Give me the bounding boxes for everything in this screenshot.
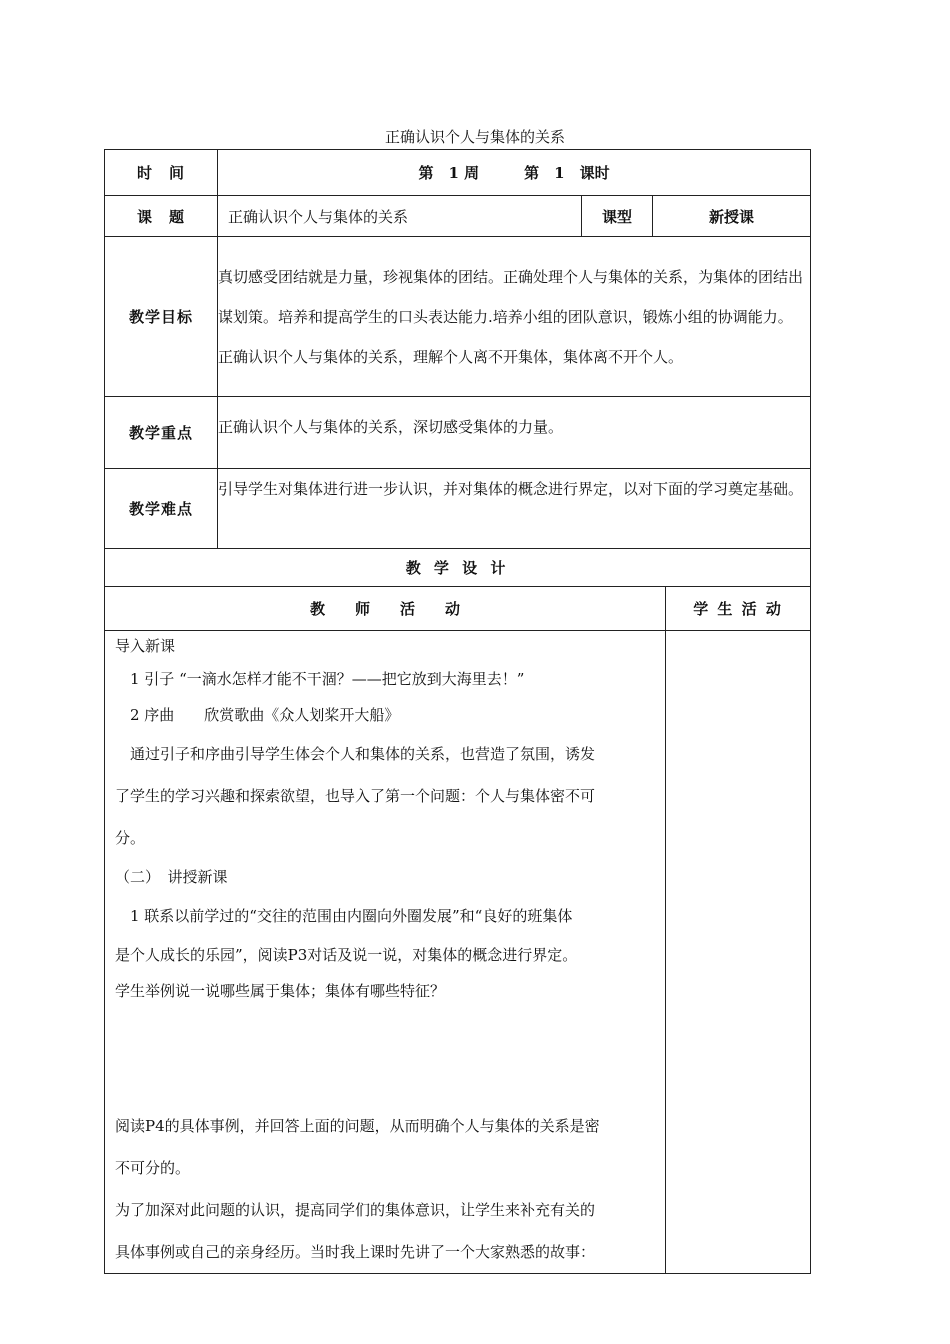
- document-title: 正确认识个人与集体的关系: [384, 128, 565, 146]
- goals-label: 教学目标: [105, 237, 218, 397]
- blank-space: [115, 1009, 657, 1105]
- lesson-plan-table: [104, 149, 816, 1274]
- teacher-line: （二） 讲授新课: [115, 868, 228, 886]
- activity-header-row: [105, 587, 811, 631]
- teacher-line: 导入新课: [115, 637, 176, 655]
- topic-row: [105, 196, 811, 237]
- student-activity-cell: [666, 631, 811, 1274]
- teacher-activity-cell: [105, 631, 666, 1274]
- type-label: 课型: [582, 196, 653, 237]
- teacher-line: 通过引子和序曲引导学生体会个人和集体的关系，也营造了氛围，诱发: [115, 745, 596, 763]
- topic-value: 正确认识个人与集体的关系: [218, 196, 582, 237]
- design-row: [105, 549, 811, 587]
- teacher-line: 具体事例或自己的亲身经历。当时我上课时先讲了一个大家熟悉的故事：: [115, 1243, 596, 1261]
- student-activity-header: 学 生 活 动: [666, 587, 811, 631]
- type-value: 新授课: [653, 196, 811, 237]
- activity-content-row: [105, 631, 811, 1274]
- week-lesson-value: 第 1 周 第 1 课时: [218, 150, 811, 196]
- design-heading: 教 学 设 计: [105, 549, 811, 587]
- key-points-label: 教学重点: [105, 397, 218, 469]
- teacher-line: 学生举例说一说哪些属于集体；集体有哪些特征？: [115, 982, 446, 1000]
- difficulties-text: 引导学生对集体进行进一步认识，并对集体的概念进行界定，以对下面的学习奠定基础。: [218, 469, 811, 549]
- time-row: [105, 150, 811, 196]
- teacher-line: 2 序曲 欣赏歌曲《众人划桨开大船》: [115, 706, 400, 724]
- teacher-line: 阅读P4的具体事例，并回答上面的问题，从而明确个人与集体的关系是密: [115, 1117, 600, 1135]
- teacher-line: 1 联系以前学过的“交往的范围由内圈向外圈发展”和“良好的班集体: [115, 907, 573, 925]
- teacher-line: 1 引子 “一滴水怎样才能不干涸？——把它放到大海里去！”: [115, 670, 525, 688]
- teacher-activity-header: 教 师 活 动: [105, 587, 666, 631]
- time-label: 时 间: [105, 150, 218, 196]
- difficulties-row: [105, 469, 811, 549]
- topic-label: 课 题: [105, 196, 218, 237]
- teacher-line: 分。: [115, 829, 146, 847]
- key-points-row: [105, 397, 811, 469]
- key-points-text: 正确认识个人与集体的关系，深切感受集体的力量。: [218, 397, 811, 469]
- teacher-line: 为了加深对此问题的认识，提高同学们的集体意识，让学生来补充有关的: [115, 1201, 596, 1219]
- teacher-line: 了学生的学习兴趣和探索欲望，也导入了第一个问题：个人与集体密不可: [115, 787, 596, 805]
- teacher-line: 是个人成长的乐园”，阅读P3对话及说一说，对集体的概念进行界定。: [115, 946, 578, 964]
- goals-row: [105, 237, 811, 397]
- teacher-line: 不可分的。: [115, 1159, 191, 1177]
- goals-text: 真切感受团结就是力量，珍视集体的团结。正确处理个人与集体的关系，为集体的团结出谋划策。培养和提高学生的口头表达能力.培养小组的团队意识，锻炼小组的协调能力。 正确认识个人与集体的关系，理解个人离不开集体，集体离不开个人。: [218, 237, 811, 397]
- difficulties-label: 教学难点: [105, 469, 218, 549]
